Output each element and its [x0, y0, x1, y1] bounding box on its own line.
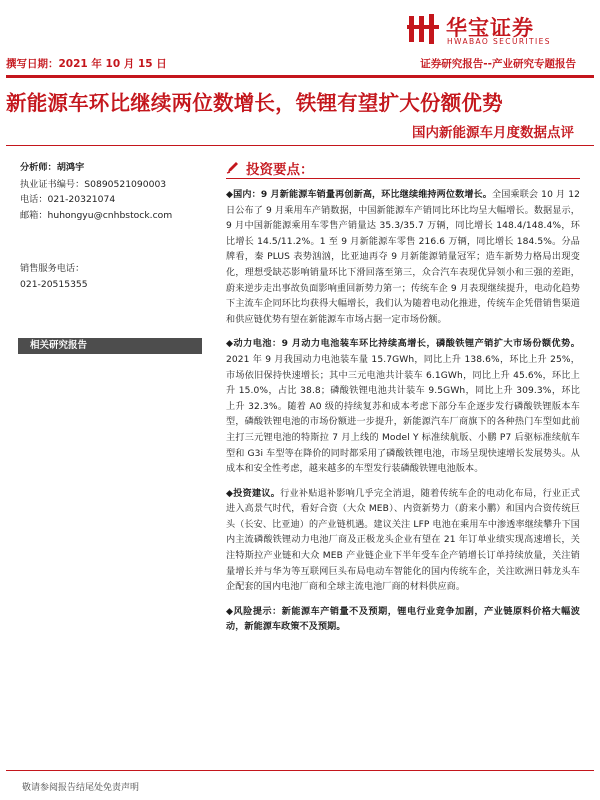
highlights-heading: [226, 158, 580, 176]
highlight-risk: [226, 605, 580, 636]
header-divider: [6, 75, 594, 78]
footer-divider: [6, 770, 594, 771]
logo-chinese-name: 华宝证券: [446, 16, 534, 40]
analyst-name: 分析师：胡鸿宇: [20, 162, 85, 173]
highlight-investment: [226, 487, 580, 596]
company-logo: [406, 10, 576, 50]
highlights-section: [226, 158, 580, 636]
paragraph-body: 2021 年 9 月我国动力电池装车量 15.7GWh，同比上升 138.6%，环比上升 25%，市场依旧保持快速增长；其中三元电池共计装车 6.1GWh，同比上升 45.6%，环比上升 15.0%，占比 38.8；磷酸铁锂电池共计装车 9.5GWh，同比上升 309.3%，环比上升 32.3%。随着 A0 级的持续复苏和成本考虑下部分车企逐步发行磷酸铁锂版本车型，磷酸铁锂电池的市场份额进一步提升，新能源汽车厂商旗下的各种热门车型如此前主打三元锂电池的特斯拉 7 月上线的 Model Y 标准续航版、小鹏 P7 后驱标准续航车型和 G3i 车型等在降价的同时都采用了磷酸铁锂电池，市场呈现快速增长发展势头。从成本和安全性考虑，越来越多的车型发行装磷酸铁锂电池版本。: [226, 354, 580, 475]
paragraph-lead: 投资建议。: [233, 488, 281, 499]
report-series: 证券研究报告--产业研究专题报告: [420, 58, 576, 70]
related-reports-header: 相关研究报告: [18, 338, 202, 354]
title-divider: [6, 145, 594, 146]
highlight-battery: [226, 337, 580, 477]
pen-icon: [226, 160, 240, 174]
report-date: 撰写日期：2021 年 10 月 15 日: [6, 58, 167, 70]
bullet-icon: ◆: [226, 190, 234, 200]
license-number: 执业证书编号：S0890521090003: [20, 178, 167, 190]
page-title: 新能源车环比继续两位数增长，铁锂有望扩大份额优势: [6, 91, 503, 115]
bullet-icon: ◆: [226, 488, 234, 499]
page-subtitle: 国内新能源车月度数据点评: [412, 125, 574, 141]
analyst-email[interactable]: 邮箱：huhongyu@cnhbstock.com: [20, 209, 173, 221]
logo-english-name: HWABAO SECURITIES: [447, 37, 551, 46]
bullet-icon: ◆: [226, 606, 234, 617]
sales-phone: 021-20515355: [20, 278, 88, 290]
disclaimer-note: 敬请参阅报告结尾处免责声明: [22, 783, 140, 793]
sales-label: 销售服务电话：: [20, 263, 85, 274]
highlight-domestic: [226, 188, 580, 328]
report-meta-bar: [6, 55, 594, 73]
paragraph-lead: 动力电池：9 月动力电池装车环比持续高增长，磷酸铁锂产销扩大市场份额优势。: [233, 339, 580, 350]
highlights-divider: [226, 178, 580, 179]
highlights-heading-text: 投资要点：: [246, 162, 314, 178]
hwabao-logo-icon: [406, 12, 440, 46]
paragraph-body: 全国乘联会 10 月 12 日公布了 9 月乘用车产销数据，中国新能源车产销同比环比均呈大幅增长。数据显示，9 月中国新能源乘用车零售产销量达 35.3/35.7 万辆，同比增长 148.4/148.4%，环比增长 14.5/11.2%。1 至 9 月新能源车零售 216.6 万辆，同比增长 184.5%。分品牌看，秦 PLUS 表势汹汹，比亚迪再夺 9 月新能源销量冠军；造车新势力格局出现变化，理想受缺芯影响销量环比下滑回落至第三，众合汽车表现优异领小和三强的差距，蔚来逆步走出事故负面影响重回新势力第一；传统车企 9 月表现继续提升，电动化趋势下主流车企同环比均获得大幅增长，我们认为随着电动化推进，传统车企凭借销售渠道和供应链优势有望在新能源车市场占据一定市场份额。: [226, 190, 580, 325]
paragraph-body: 行业补贴退补影响几乎完全消退，随着传统车企的电动化布局，行业正式进入高景气时代，看好合资（大众 MEB）、内资新势力（蔚来小鹏）和国内合资传统巨头（长安、比亚迪）的产业链机遇。建议关注 LFP 电池在乘用车中渗透率继续攀升下国内主流磷酸铁锂动力电池厂商及正极龙头企业有望在 21 年订单业绩实现高速增长，关注特斯拉产业链和大众 MEB 产业链企业下半年受车企产销增长订单持续放量，关注销量增长并与华为等互联网巨头布局电动车智能化的国内传统车企，关注欧洲日韩龙头车企配套的国内电池厂商和全球主流电池厂商的材料供应商。: [226, 488, 581, 593]
bullet-icon: ◆: [226, 339, 234, 350]
analyst-info: [20, 160, 200, 292]
paragraph-lead: 风险提示：新能源车产销量不及预期，锂电行业竞争加剧，产业链原料价格大幅波动，新能源车政策不及预期。: [226, 606, 581, 633]
paragraph-lead: 国内：9 月新能源车销量再创新高，环比继续维持两位数增长。: [233, 190, 493, 200]
analyst-phone: 电话：021-20321074: [20, 194, 116, 205]
